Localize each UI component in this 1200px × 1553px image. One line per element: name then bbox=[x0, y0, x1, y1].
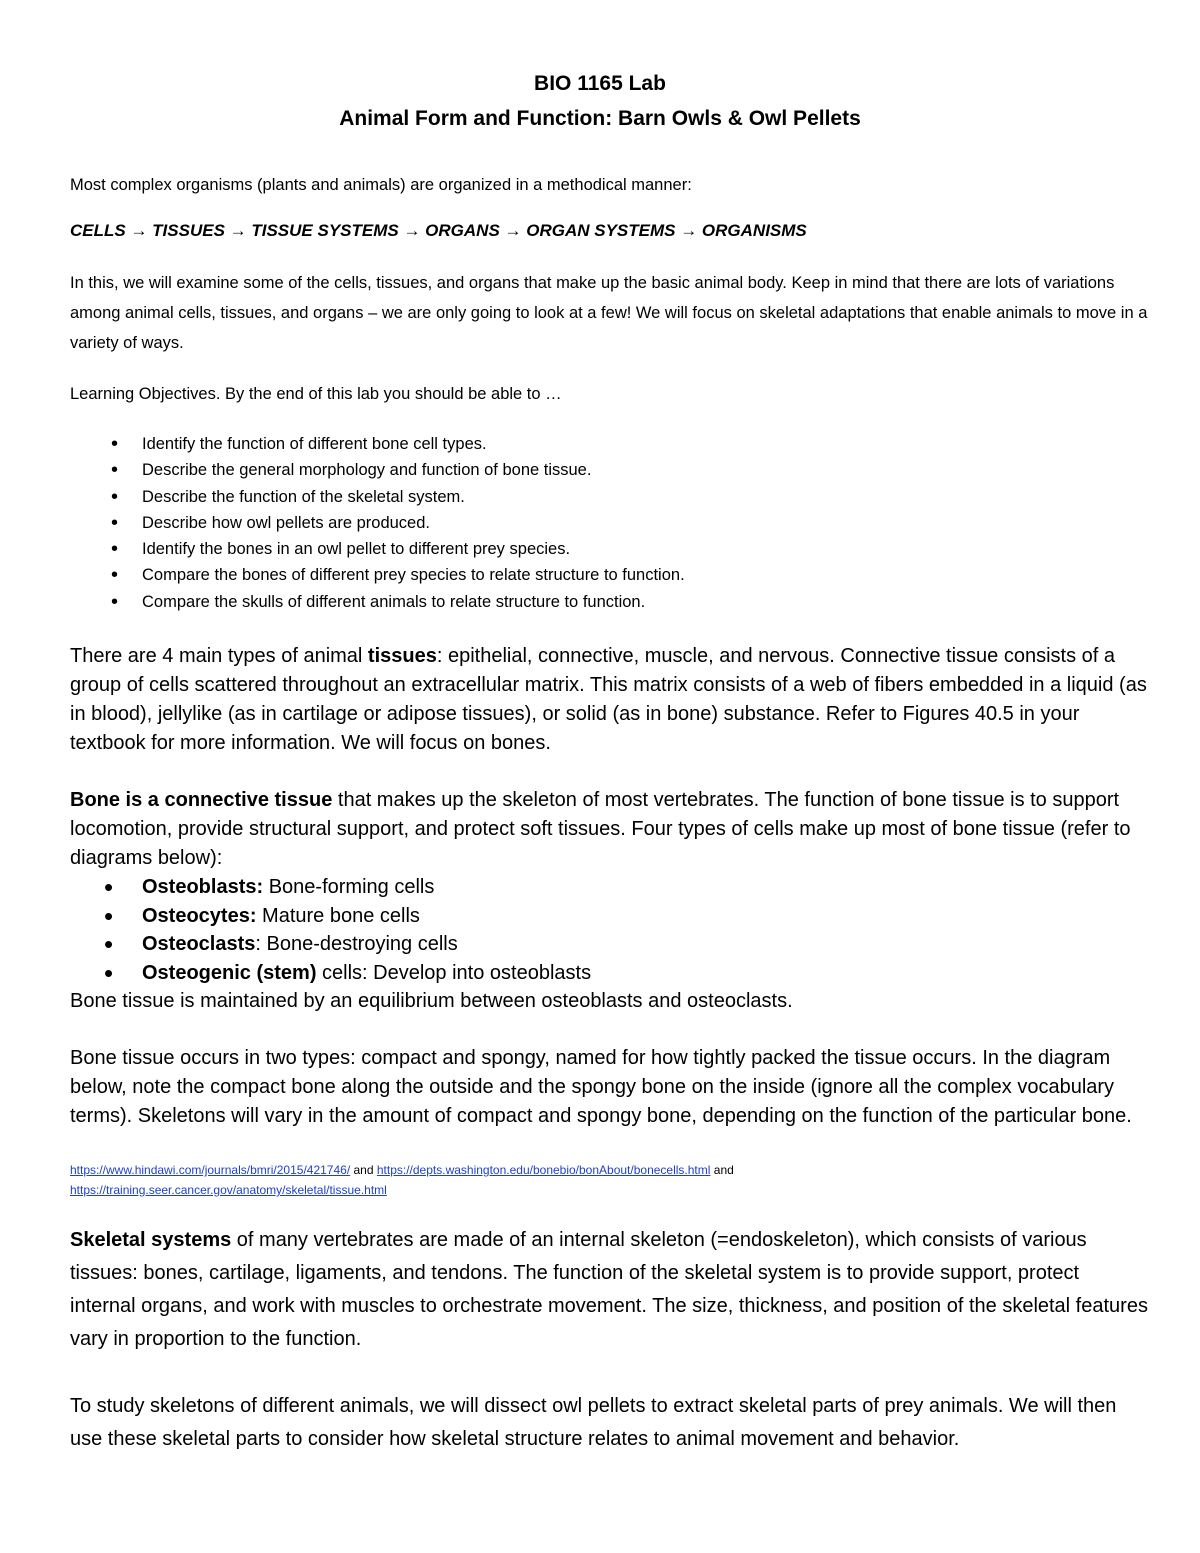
cell-desc: Mature bone cells bbox=[256, 904, 420, 927]
cell-term: Osteoblasts: bbox=[142, 876, 264, 898]
bone-paragraph bbox=[70, 786, 1150, 873]
bone-section bbox=[70, 786, 1150, 1016]
examine-paragraph: In this, we will examine some of the cells, tissues, and organs that make up the basic animal body. Keep in mind that there are lots of variations among animal cells, tissues, and organs – we are only going to look at a few! We will focus on skeletal adaptations that enable animals to move in a variety of ways. bbox=[70, 274, 1148, 352]
list-item: • Identify the bones in an owl pellet to different prey species. bbox=[70, 536, 685, 562]
list-item: • Compare the skulls of different animals to relate structure to function. bbox=[70, 589, 685, 615]
objectives-list bbox=[70, 431, 685, 615]
list-item bbox=[70, 902, 1150, 931]
bone-types-paragraph: Bone tissue occurs in two types: compact and spongy, named for how tightly packed the tissue occurs. In the diagram below, note the compact bone along the outside and the spongy bone on the inside (ignore all the complex vocabulary terms). Skeletons will vary in the amount of compact and spongy bone, depending on the function of the particular bone. bbox=[70, 1047, 1132, 1127]
washington-link[interactable]: https://depts.washington.edu/bonebio/bonAbout/bonecells.html bbox=[376, 1163, 711, 1177]
tissues-rest: : epithelial, connective, muscle, and nervous. Connective tissue consists of a group of cells scattered throughout an extracellular matrix. This matrix consists of a web of fibers embedded in a liquid (as in blood), jellylike (as in cartilage or adipose tissues), or solid (as in bone) substance. Refer to Figures 40.5 in your textbook for more information. We will focus on bones. bbox=[70, 645, 1147, 754]
study-paragraph: To study skeletons of different animals, we will dissect owl pellets to extract skeletal parts of prey animals. We will then use these skeletal parts to consider how skeletal structure relates to animal movement and behavior. bbox=[70, 1395, 1117, 1450]
cell-desc: Bone-forming cells bbox=[263, 876, 435, 898]
cell-desc: cells: Develop into osteoblasts bbox=[316, 961, 592, 984]
intro-text: Most complex organisms (plants and animals) are organized in a methodical manner: bbox=[70, 176, 692, 194]
list-item: • Describe how owl pellets are produced. bbox=[70, 510, 685, 536]
link-separator: and bbox=[350, 1163, 377, 1177]
bone-rest: that makes up the skeleton of most vertebrates. The function of bone tissue is to support locomotion, provide structural support, and protect soft tissues. Four types of cells make up most of bone tissue (refer to diagrams below): bbox=[70, 789, 1131, 869]
equilibrium-text: Bone tissue is maintained by an equilibrium between osteoblasts and osteoclasts. bbox=[70, 990, 793, 1012]
list-item: • Describe the function of the skeletal system. bbox=[70, 484, 685, 510]
page-title: BIO 1165 Lab bbox=[534, 72, 666, 95]
bone-cell-list bbox=[70, 873, 1150, 987]
skeletal-paragraph bbox=[70, 1224, 1150, 1356]
bone-term: Bone is a connective tissue bbox=[70, 789, 333, 811]
list-item: • Identify the function of different bone cell types. bbox=[70, 431, 685, 457]
tissues-term: tissues bbox=[367, 645, 437, 667]
objectives-heading: Learning Objectives. By the end of this lab you should be able to … bbox=[70, 385, 562, 403]
page-subtitle: Animal Form and Function: Barn Owls & Owl Pellets bbox=[339, 107, 861, 130]
skeletal-term: Skeletal systems bbox=[70, 1229, 232, 1251]
link-separator: and bbox=[710, 1163, 734, 1177]
seer-link[interactable]: https://training.seer.cancer.gov/anatomy/skeletal/tissue.html bbox=[70, 1183, 387, 1197]
cell-desc: : Bone-destroying cells bbox=[255, 933, 458, 955]
cell-term: Osteocytes: bbox=[142, 904, 257, 927]
hindawi-link[interactable]: https://www.hindawi.com/journals/bmri/2015/421746/ bbox=[70, 1163, 351, 1177]
list-item: • Compare the bones of different prey species to relate structure to function. bbox=[70, 562, 685, 588]
cell-term: Osteoclasts bbox=[142, 933, 256, 955]
list-item bbox=[70, 930, 1150, 959]
list-item bbox=[70, 959, 1150, 988]
list-item: • Describe the general morphology and function of bone tissue. bbox=[70, 457, 685, 483]
skeletal-rest: of many vertebrates are made of an internal skeleton (=endoskeleton), which consists of various tissues: bones, cartilage, ligaments, and tendons. The function of the skeletal system is to provide support, protect internal organs, and work with muscles to orchestrate movement. The size, thickness, and position of the skeletal features vary in proportion to the function. bbox=[70, 1229, 1148, 1350]
reference-links bbox=[70, 1160, 1150, 1200]
list-item bbox=[70, 873, 1150, 902]
tissues-paragraph bbox=[70, 642, 1150, 758]
organization-hierarchy: CELLS → TISSUES → TISSUE SYSTEMS → ORGANS → ORGAN SYSTEMS → ORGANISMS bbox=[70, 221, 807, 240]
cell-term: Osteogenic (stem) bbox=[142, 961, 317, 984]
tissues-lead: There are 4 main types of animal bbox=[70, 645, 368, 667]
